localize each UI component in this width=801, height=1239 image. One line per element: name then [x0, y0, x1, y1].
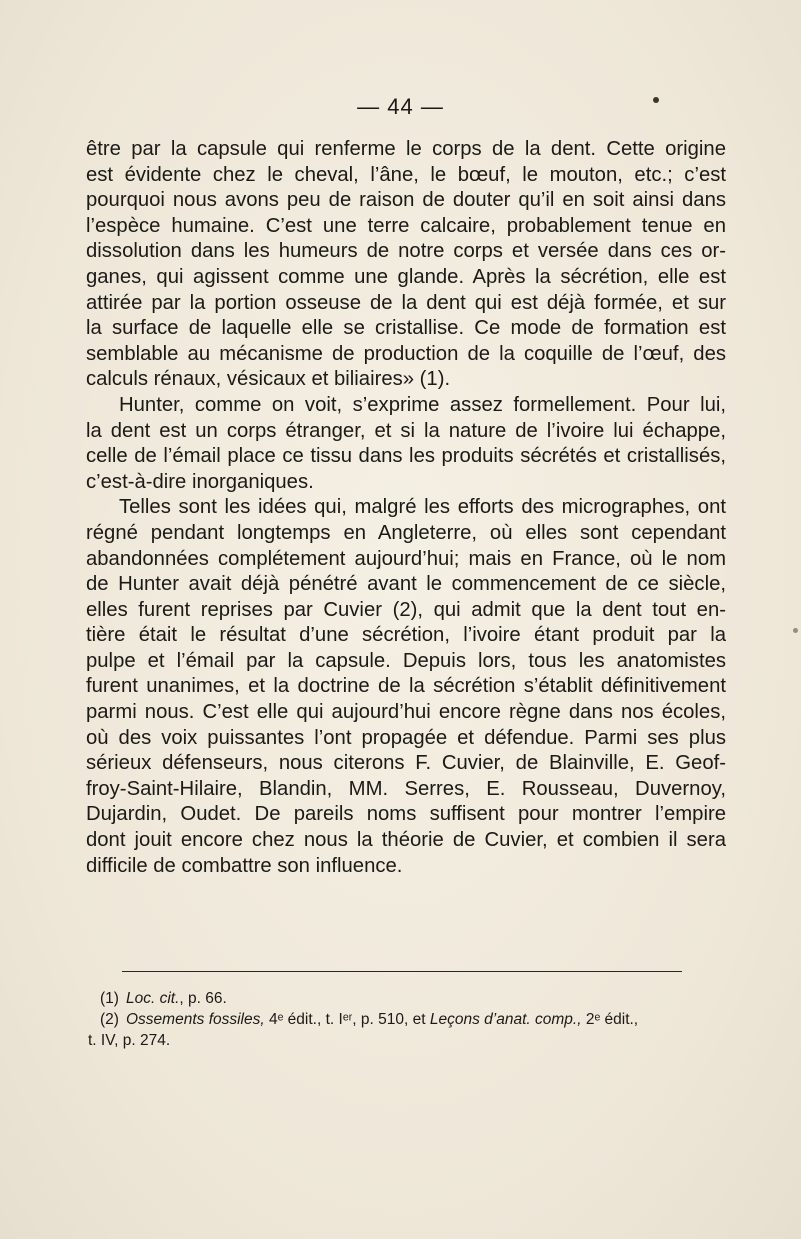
footnote-number: (1)	[100, 990, 119, 1007]
text-line: c’est-à-dire inorganiques.	[86, 470, 314, 493]
body-text	[86, 137, 726, 879]
text-line: furent unanimes, et la doctrine de la sécrétion s’établit définitivement	[86, 675, 726, 698]
text-line: ganes, qui agissent comme une glande. Après la sécrétion, elle est	[86, 265, 726, 288]
text-line: sérieux défenseurs, nous citerons F. Cuvier, de Blainville, E. Geof-	[86, 752, 726, 775]
text-line: dont jouit encore chez nous la théorie de Cuvier, et combien il sera	[86, 829, 726, 852]
text-line: être par la capsule qui renferme le corps de la dent. Cette origine	[86, 138, 726, 160]
text-line: abandonnées complétement aujourd’hui; mais en France, où le nom	[86, 547, 726, 570]
text-line: calculs rénaux, vésicaux et biliaires» (1).	[86, 368, 451, 391]
text-line: pourquoi nous avons peu de raison de douter qu’il en soit ainsi dans	[86, 189, 726, 212]
text-line: Hunter, comme on voit, s’exprime assez formellement. Pour lui,	[119, 393, 726, 416]
footnote-text: , p. 66.	[179, 990, 227, 1007]
footnote-number: (2)	[100, 1011, 119, 1028]
footnote-title: Ossements fossiles,	[126, 1011, 265, 1028]
footnote-divider	[122, 971, 682, 972]
footnote-2	[88, 1009, 718, 1030]
text-line: est évidente chez le cheval, l’âne, le bœuf, le mouton, etc.; c’est	[86, 163, 726, 186]
text-line: parmi nous. C’est elle qui aujourd’hui encore règne dans nos écoles,	[86, 701, 726, 724]
text-line: l’espèce humaine. C’est une terre calcaire, probablement tenue en	[86, 214, 726, 237]
page-number: — 44 —	[357, 94, 444, 119]
footnote-title: Loc. cit.	[126, 990, 180, 1007]
text-line: elles furent reprises par Cuvier (2), qui admit que la dent tout en-	[86, 598, 726, 621]
text-line: tière était le résultat d’une sécrétion, l’ivoire étant produit par la	[86, 624, 726, 647]
text-line: Telles sont les idées qui, malgré les efforts des micrographes, ont	[119, 496, 726, 519]
footnote-1	[88, 988, 718, 1009]
text-line: semblable au mécanisme de production de la coquille de l’œuf, des	[86, 342, 726, 365]
text-line: régné pendant longtemps en Angleterre, où elles sont cependant	[86, 521, 726, 544]
text-line: la surface de laquelle elle se cristallise. Ce mode de formation est	[86, 317, 726, 340]
ink-spot	[793, 628, 798, 633]
text-line: difficile de combattre son influence.	[86, 854, 403, 877]
text-line: Dujardin, Oudet. De pareils noms suffisent pour montrer l’empire	[86, 803, 726, 826]
text-line: où des voix puissantes l’ont propagée et défendue. Parmi ses plus	[86, 726, 726, 749]
text-line: dissolution dans les humeurs de notre corps et versée dans ces or-	[86, 240, 726, 263]
footnote-title: Leçons d’anat. comp.,	[429, 1011, 582, 1028]
text-line: froy-Saint-Hilaire, Blandin, MM. Serres, E. Rousseau, Duvernoy,	[86, 777, 726, 800]
text-line: celle de l’émail place ce tissu dans les produits sécrétés et cristallisés,	[86, 445, 726, 468]
text-line: pulpe et l’émail par la capsule. Depuis lors, tous les anatomistes	[86, 649, 726, 672]
footnote-text: 4ᵉ édit., t. Iᵉʳ, p. 510, et	[264, 1011, 430, 1028]
footnotes	[88, 988, 718, 1051]
text-line: la dent est un corps étranger, et si la nature de l’ivoire lui échappe,	[86, 419, 726, 442]
footnote-2-continued: t. IV, p. 274.	[88, 1032, 171, 1049]
text-line: attirée par la portion osseuse de la dent qui est déjà formée, et sur	[86, 291, 726, 314]
text-line: de Hunter avait déjà pénétré avant le commencement de ce siècle,	[86, 573, 726, 596]
footnote-text: 2ᵉ édit.,	[581, 1011, 639, 1028]
